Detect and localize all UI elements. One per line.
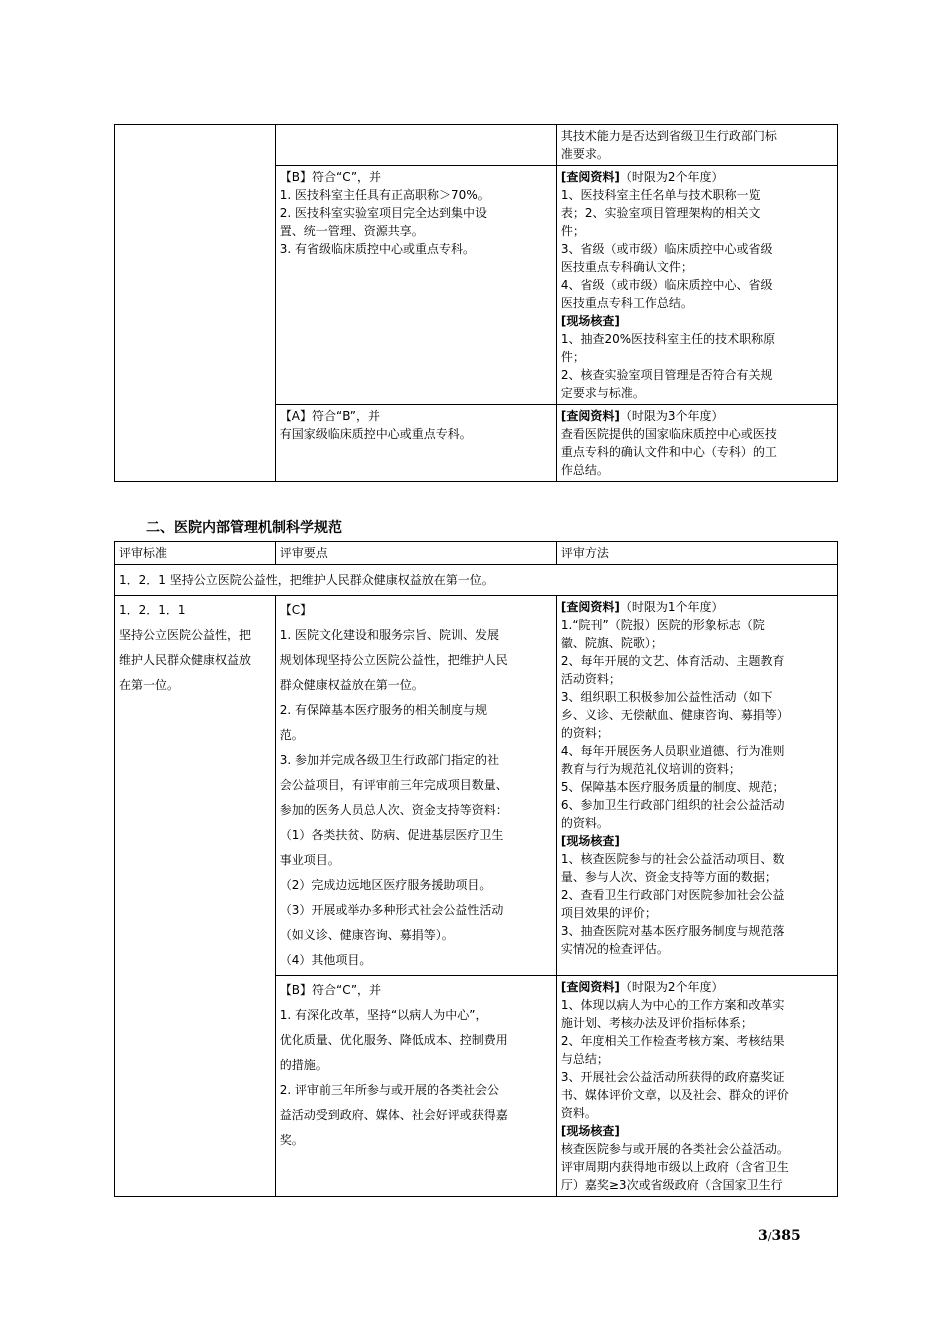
method-cell (556, 596, 837, 976)
page-total: 385 (771, 1228, 801, 1244)
site-check-label: [现场核查] (560, 314, 620, 328)
text-line: 表；2、实验室项目管理架构的相关文 (560, 206, 761, 220)
text-line: 的措施。 (279, 1058, 328, 1072)
text-line: 2、查看卫生行政部门对医院参加社会公益 (560, 888, 785, 902)
text-line: 件； (560, 224, 585, 238)
grade-heading: 【B】符合“C”，并 (279, 170, 382, 184)
text-line: 奖。 (279, 1133, 304, 1147)
standard-number: 1．2．1．1 (119, 603, 186, 617)
text-line: 2. 有保障基本医疗服务的相关制度与规 (279, 703, 488, 717)
standard-group-heading: 1．2．1 坚持公立医院公益性，把维护人民群众健康权益放在第一位。 (115, 565, 838, 596)
text-line: 2、核查实验室项目管理是否符合有关规 (560, 368, 773, 382)
text-line: 查看医院提供的国家临床质控中心或医技 (560, 427, 777, 441)
text-line: 1. 有深化改革，坚持“以病人为中心”， (279, 1008, 488, 1022)
text-line: 维护人民群众健康权益放 (119, 653, 252, 667)
text-line: 教育与行为规范礼仪培训的资料； (560, 762, 741, 776)
text-line: 2. 医技科室实验室项目完全达到集中设 (279, 206, 488, 220)
text-line: 优化质量、优化服务、降低成本、控制费用 (279, 1033, 508, 1047)
text-line: 1、抽查20%医技科室主任的技术职称原 (560, 332, 776, 346)
text-line: 1、医技科室主任名单与技术职称一览 (560, 188, 761, 202)
standard-cell (115, 596, 276, 1197)
text-line: 活动资料； (560, 672, 621, 686)
text-line: 在第一位。 (119, 678, 180, 692)
points-cell (275, 976, 556, 1197)
text-line: 范。 (279, 728, 304, 742)
column-header: 评审标准 (115, 542, 276, 565)
points-cell (275, 596, 556, 976)
method-cell (556, 405, 837, 482)
column-header: 评审方法 (556, 542, 837, 565)
text-line: 3. 有省级临床质控中心或重点专科。 (279, 242, 476, 256)
text-line: 作总结。 (560, 463, 609, 477)
text-line: 定要求与标准。 (560, 386, 645, 400)
review-label: [查阅资料] (560, 600, 620, 614)
text-line: （1）各类扶贫、防病、促进基层医疗卫生 (279, 828, 504, 842)
method-cell (556, 976, 837, 1197)
text-line: （如义诊、健康咨询、募捐等）。 (279, 928, 454, 942)
text-line: 量、参与人次、资金支持等方面的数据； (560, 870, 777, 884)
text-line: 会公益项目，有评审前三年完成项目数量、 (279, 778, 508, 792)
text-line: （4）其他项目。 (279, 953, 372, 967)
column-header: 评审要点 (275, 542, 556, 565)
review-period: （时限为1个年度） (619, 600, 724, 614)
text-line: 3、组织职工积极参加公益性活动（如下 (560, 690, 773, 704)
text-line: 1.“院刊”（院报）医院的形象标志（院 (560, 618, 765, 632)
text-line: 1、体现以病人为中心的工作方案和改革实 (560, 998, 785, 1012)
review-period: （时限为2个年度） (619, 170, 724, 184)
text-line: 项目效果的评价； (560, 906, 657, 920)
text-line: 1. 医院文化建设和服务宗旨、院训、发展 (279, 628, 500, 642)
text-line: 3、省级（或市级）临床质控中心或省级 (560, 242, 773, 256)
continued-standards-table (114, 124, 838, 482)
review-period: （时限为2个年度） (619, 980, 724, 994)
text-line: 徽、院旗、院歌）； (560, 636, 663, 650)
site-check-label: [现场核查] (560, 1124, 620, 1138)
grade-heading: 【C】 (279, 603, 313, 617)
text-line: 的资料。 (560, 816, 609, 830)
text-line: 4、省级（或市级）临床质控中心、省级 (560, 278, 773, 292)
text-line: 与总结； (560, 1052, 609, 1066)
text-line: 资料。 (560, 1106, 597, 1120)
review-label: [查阅资料] (560, 170, 620, 184)
text-line: 医技重点专科工作总结。 (560, 296, 693, 310)
text-line: 评审周期内获得地市级以上政府（含省卫生 (560, 1160, 789, 1174)
review-period: （时限为3个年度） (619, 409, 724, 423)
text-line: 1. 医技科室主任具有正高职称＞70%。 (279, 188, 490, 202)
text-line: 核查医院参与或开展的各类社会公益活动。 (560, 1142, 789, 1156)
section-title: 二、医院内部管理机制科学规范 (146, 520, 342, 536)
review-label: [查阅资料] (560, 409, 620, 423)
method-cell (556, 125, 837, 166)
text-line: 群众健康权益放在第一位。 (279, 678, 424, 692)
text-line: 准要求。 (560, 147, 609, 161)
table-header-row (115, 542, 838, 565)
points-cell (275, 166, 556, 405)
standards-table (114, 541, 838, 1197)
text-line: （2）完成边远地区医疗服务援助项目。 (279, 878, 492, 892)
text-line: 厅）嘉奖≥3次或省级政府（含国家卫生行 (560, 1178, 783, 1192)
grade-heading: 【A】符合“B”，并 (279, 409, 381, 423)
text-line: 重点专科的确认文件和中心（专科）的工 (560, 445, 777, 459)
points-cell (275, 405, 556, 482)
text-line: 6、参加卫生行政部门组织的社会公益活动 (560, 798, 785, 812)
standard-cell-empty (115, 125, 276, 482)
text-line: 件； (560, 350, 585, 364)
grade-heading: 【B】符合“C”，并 (279, 983, 382, 997)
text-line: 3、抽查医院对基本医疗服务制度与规范落 (560, 924, 785, 938)
table-row (115, 565, 838, 596)
table-row (115, 125, 838, 166)
page-number (758, 1228, 801, 1244)
table-row (115, 596, 838, 976)
text-line: 坚持公立医院公益性，把 (119, 628, 252, 642)
text-line: （3）开展或举办多种形式社会公益性活动 (279, 903, 504, 917)
review-label: [查阅资料] (560, 980, 620, 994)
text-line: 医技重点专科确认文件； (560, 260, 693, 274)
text-line: 规划体现坚持公立医院公益性，把维护人民 (279, 653, 508, 667)
text-line: 2、年度相关工作检查考核方案、考核结果 (560, 1034, 785, 1048)
text-line: 书、媒体评价文章，以及社会、群众的评价 (560, 1088, 789, 1102)
text-line: 益活动受到政府、媒体、社会好评或获得嘉 (279, 1108, 508, 1122)
page-current: 3 (758, 1228, 768, 1244)
method-cell (556, 166, 837, 405)
site-check-label: [现场核查] (560, 834, 620, 848)
text-line: 2. 评审前三年所参与或开展的各类社会公 (279, 1083, 500, 1097)
page-slash: / (767, 1230, 772, 1243)
text-line: 置、统一管理、资源共享。 (279, 224, 424, 238)
text-line: 3、开展社会公益活动所获得的政府嘉奖证 (560, 1070, 785, 1084)
text-line: 5、保障基本医疗服务质量的制度、规范； (560, 780, 785, 794)
text-line: 有国家级临床质控中心或重点专科。 (279, 427, 472, 441)
text-line: 实情况的检查评估。 (560, 942, 669, 956)
text-line: 乡、义诊、无偿献血、健康咨询、募捐等） (560, 708, 789, 722)
text-line: 4、每年开展医务人员职业道德、行为准则 (560, 744, 785, 758)
points-cell (275, 125, 556, 166)
text-line: 3. 参加并完成各级卫生行政部门指定的社 (279, 753, 500, 767)
text-line: 其技术能力是否达到省级卫生行政部门标 (560, 129, 777, 143)
text-line: 1、核查医院参与的社会公益活动项目、数 (560, 852, 785, 866)
text-line: 的资料； (560, 726, 609, 740)
text-line: 施计划、考核办法及评价指标体系； (560, 1016, 753, 1030)
text-line: 2、每年开展的文艺、体育活动、主题教育 (560, 654, 785, 668)
text-line: 事业项目。 (279, 853, 340, 867)
text-line: 参加的医务人员总人次、资金支持等资料： (279, 803, 508, 817)
